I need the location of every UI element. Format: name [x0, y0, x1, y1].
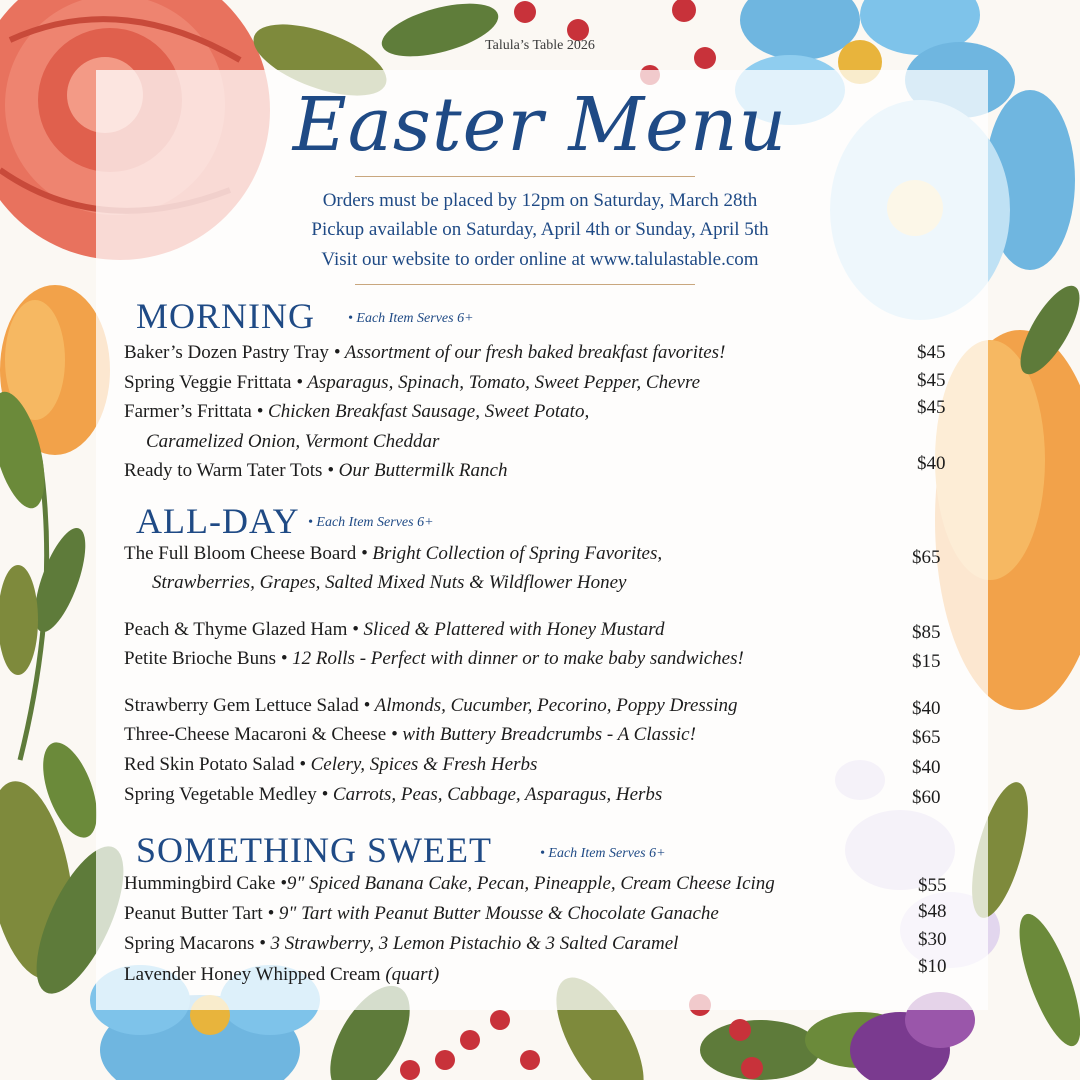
website-info: Visit our website to order online at www.talulastable.com: [321, 249, 759, 270]
menu-item: Farmer’s Frittata • Chicken Breakfast Sausage, Sweet Potato,: [124, 401, 590, 422]
menu-item-price: $15: [912, 651, 941, 672]
menu-item-price: $85: [912, 622, 941, 643]
menu-item-price: $45: [917, 342, 946, 363]
menu-item-price: $65: [912, 547, 941, 568]
brand-label: Talula’s Table 2026: [485, 38, 595, 53]
menu-item: Ready to Warm Tater Tots • Our Buttermilk Ranch: [124, 460, 508, 481]
menu-item: Strawberry Gem Lettuce Salad • Almonds, Cucumber, Pecorino, Poppy Dressing: [124, 695, 738, 716]
menu-item-price: $40: [912, 698, 941, 719]
menu-item: Peach & Thyme Glazed Ham • Sliced & Plattered with Honey Mustard: [124, 619, 665, 640]
menu-item-price: $45: [917, 370, 946, 391]
menu-item: The Full Bloom Cheese Board • Bright Collection of Spring Favorites,: [124, 543, 663, 564]
pickup-info: Pickup available on Saturday, April 4th or Sunday, April 5th: [311, 219, 769, 240]
menu-item: Three-Cheese Macaroni & Cheese • with Buttery Breadcrumbs - A Classic!: [124, 724, 696, 745]
menu-item-price: $40: [917, 453, 946, 474]
menu-item: Lavender Honey Whipped Cream (quart): [124, 964, 440, 985]
section-title-sweet: SOMETHING SWEET: [136, 830, 492, 870]
menu-item: Baker’s Dozen Pastry Tray • Assortment of our fresh baked breakfast favorites!: [124, 342, 726, 363]
section-title-morning: MORNING: [136, 296, 316, 336]
menu-item-price: $40: [912, 757, 941, 778]
serves-note-sweet: • Each Item Serves 6+: [540, 846, 666, 861]
menu-item-price: $60: [912, 787, 941, 808]
serves-note-allday: • Each Item Serves 6+: [308, 515, 434, 530]
menu-item-description-cont: Strawberries, Grapes, Salted Mixed Nuts & Wildflower Honey: [152, 572, 627, 593]
menu-item-price: $30: [918, 929, 947, 950]
menu-item-price: $45: [917, 397, 946, 418]
page-title: Easter Menu: [292, 82, 788, 168]
menu-item-description-cont: Caramelized Onion, Vermont Cheddar: [146, 431, 440, 452]
menu-item: Peanut Butter Tart • 9" Tart with Peanut Butter Mousse & Chocolate Ganache: [124, 903, 719, 924]
menu-item-price: $10: [918, 956, 947, 977]
menu-item: Spring Vegetable Medley • Carrots, Peas, Cabbage, Asparagus, Herbs: [124, 784, 663, 805]
menu-item: Petite Brioche Buns • 12 Rolls - Perfect with dinner or to make baby sandwiches!: [124, 648, 744, 669]
serves-note-morning: • Each Item Serves 6+: [348, 311, 474, 326]
menu-item-price: $48: [918, 901, 947, 922]
info-divider: [355, 284, 695, 285]
order-deadline: Orders must be placed by 12pm on Saturday, March 28th: [322, 190, 758, 211]
title-divider: [355, 176, 695, 177]
menu-item: Spring Macarons • 3 Strawberry, 3 Lemon Pistachio & 3 Salted Caramel: [124, 933, 679, 954]
menu-item-price: $55: [918, 875, 947, 896]
menu-item: Hummingbird Cake •9" Spiced Banana Cake, Pecan, Pineapple, Cream Cheese Icing: [124, 873, 775, 894]
section-title-allday: ALL-DAY: [136, 501, 300, 541]
menu-item: Red Skin Potato Salad • Celery, Spices & Fresh Herbs: [124, 754, 538, 775]
menu-item-price: $65: [912, 727, 941, 748]
menu-item: Spring Veggie Frittata • Asparagus, Spinach, Tomato, Sweet Pepper, Chevre: [124, 372, 701, 393]
